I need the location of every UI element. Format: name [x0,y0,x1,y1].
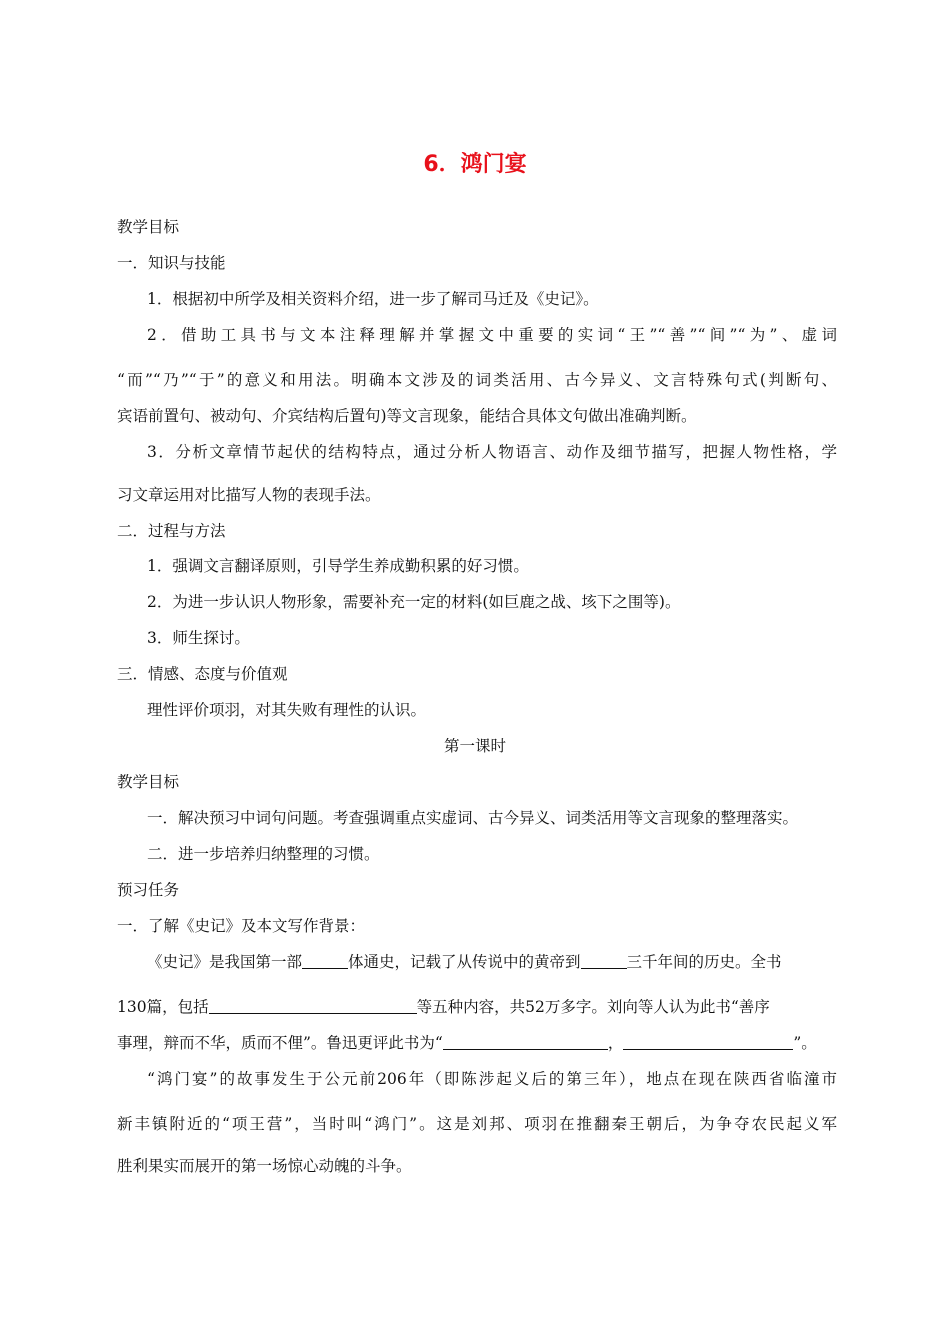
fill-blank[interactable] [581,952,627,969]
goal-item-2-line-3: 宾语前置句、被动句、介宾结构后置句)等文言现象，能结合具体文句做出准确判断。 [117,407,697,425]
text-segment: 等五种内容，共52万多字。刘向等人认为此书“善序 [416,998,770,1016]
document-title: 6．鸿门宴 [423,152,527,177]
process-item-2: 2．为进一步认识人物形象，需要补充一定的材料(如巨鹿之战、垓下之围等)。 [147,593,681,611]
fill-paragraph-line-3 [117,1032,817,1054]
heading-preview-tasks: 预习任务 [117,881,180,899]
background-paragraph-line-1: “鸿门宴”的故事发生于公元前206年（即陈涉起义后的第三年），地点在现在陕西省临潼市 [147,1070,837,1088]
text-segment: 130篇，包括 [117,998,209,1016]
section-emotion-values: 三．情感、态度与价值观 [117,665,288,683]
lesson-goal-1: 一．解决预习中词句问题。考查强调重点实虚词、古今异义、词类活用等文言现象的整理落实。 [147,809,799,827]
heading-teaching-goals-2: 教学目标 [117,773,180,791]
task-1: 一．了解《史记》及本文写作背景： [117,917,366,935]
goal-item-2-line-1: 2．借助工具书与文本注释理解并掌握文中重要的实词“王”“善”“间”“为”、虚词 [147,326,837,344]
goal-item-1: 1．根据初中所学及相关资料介绍，进一步了解司马迁及《史记》。 [147,290,599,308]
text-segment: ， [607,1034,624,1052]
fill-blank[interactable] [623,1033,793,1050]
section-knowledge-skills: 一．知识与技能 [117,254,226,272]
background-paragraph-line-2: 新丰镇附近的“项王营”，当时叫“鸿门”。这是刘邦、项羽在推翻秦王朝后，为争夺农民起义军 [117,1115,837,1133]
background-paragraph-line-3: 胜利果实而展开的第一场惊心动魄的斗争。 [117,1157,412,1175]
text-segment: 《史记》是我国第一部 [147,953,303,971]
text-segment: 体通史，记载了从传说中的黄帝到 [348,953,581,971]
fill-blank[interactable] [209,997,417,1014]
section-process-method: 二．过程与方法 [117,522,226,540]
goal-item-2-line-2: “而”“乃”“于”的意义和用法。明确本文涉及的词类活用、古今异义、文言特殊句式(判断句、 [117,371,837,389]
lesson-goal-2: 二．进一步培养归纳整理的习惯。 [147,845,380,863]
process-item-3: 3．师生探讨。 [147,629,250,647]
goal-item-3-line-1: 3．分析文章情节起伏的结构特点，通过分析人物语言、动作及细节描写，把握人物性格，学 [147,443,837,461]
fill-paragraph-line-2 [117,996,770,1018]
process-item-1: 1．强调文言翻译原则，引导学生养成勤积累的好习惯。 [147,557,529,575]
emotion-item: 理性评价项羽，对其失败有理性的认识。 [147,701,427,719]
text-segment: 三千年间的历史。全书 [626,953,782,971]
text-segment: ”。 [793,1034,817,1052]
fill-paragraph-line-1 [147,951,782,973]
lesson-heading: 第一课时 [443,737,506,755]
text-segment: 事理，辩而不华，质而不俚”。鲁迅更评此书为“ [117,1034,443,1052]
goal-item-3-line-2: 习文章运用对比描写人物的表现手法。 [117,486,381,504]
fill-blank[interactable] [302,952,348,969]
heading-teaching-goals: 教学目标 [117,218,180,236]
fill-blank[interactable] [443,1033,608,1050]
